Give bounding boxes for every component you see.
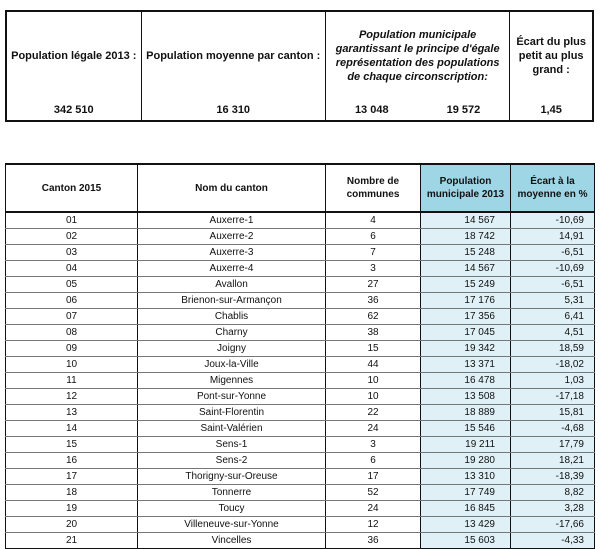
nom-cell: Charny xyxy=(138,325,326,341)
communes-cell: 24 xyxy=(326,501,421,517)
population-garantie-min: 13 048 xyxy=(354,104,389,116)
population-cell: 18 889 xyxy=(421,405,511,421)
canton-cell: 13 xyxy=(6,405,138,421)
population-cell: 15 249 xyxy=(421,277,511,293)
table-row xyxy=(6,229,595,245)
ecart-cell: 1,03 xyxy=(511,373,595,389)
ecart-cell: -17,66 xyxy=(511,517,595,533)
ecart-cell: -17,18 xyxy=(511,389,595,405)
population-cell: 19 211 xyxy=(421,437,511,453)
ecart-cell: 18,59 xyxy=(511,341,595,357)
summary-table xyxy=(5,10,594,122)
ecart-cell: 6,41 xyxy=(511,309,595,325)
communes-cell: 3 xyxy=(326,261,421,277)
population-cell: 17 749 xyxy=(421,485,511,501)
population-cell: 13 371 xyxy=(421,357,511,373)
population-cell: 13 429 xyxy=(421,517,511,533)
canton-cell: 17 xyxy=(6,469,138,485)
nom-cell: Thorigny-sur-Oreuse xyxy=(138,469,326,485)
ecart-label: Écart du plus petit au plus grand : xyxy=(516,36,586,76)
table-row xyxy=(6,293,595,309)
canton-cell: 21 xyxy=(6,533,138,549)
table-row xyxy=(6,245,595,261)
summary-population-moyenne xyxy=(142,12,326,120)
nom-cell: Saint-Florentin xyxy=(138,405,326,421)
table-row xyxy=(6,373,595,389)
table-row xyxy=(6,389,595,405)
nom-cell: Auxerre-1 xyxy=(138,212,326,229)
table-row xyxy=(6,277,595,293)
communes-cell: 3 xyxy=(326,437,421,453)
ecart-value: 1,45 xyxy=(540,104,562,116)
communes-cell: 36 xyxy=(326,533,421,549)
ecart-cell: 15,81 xyxy=(511,405,595,421)
canton-cell: 03 xyxy=(6,245,138,261)
communes-cell: 22 xyxy=(326,405,421,421)
table-row xyxy=(6,453,595,469)
canton-cell: 19 xyxy=(6,501,138,517)
ecart-cell: 17,79 xyxy=(511,437,595,453)
table-row xyxy=(6,421,595,437)
population-cell: 16 845 xyxy=(421,501,511,517)
table-row xyxy=(6,325,595,341)
canton-cell: 02 xyxy=(6,229,138,245)
population-legale-label: Population légale 2013 : xyxy=(11,50,137,62)
table-row xyxy=(6,341,595,357)
communes-cell: 62 xyxy=(326,309,421,325)
header-nom: Nom du canton xyxy=(138,164,326,212)
population-cell: 15 546 xyxy=(421,421,511,437)
ecart-cell: -10,69 xyxy=(511,261,595,277)
ecart-cell: -18,02 xyxy=(511,357,595,373)
canton-cell: 06 xyxy=(6,293,138,309)
communes-cell: 6 xyxy=(326,453,421,469)
population-cell: 19 342 xyxy=(421,341,511,357)
population-garantie-label: Population municipale garantissant le principe d'égale représentation des populations de chaque circonscription: xyxy=(335,29,500,83)
canton-cell: 15 xyxy=(6,437,138,453)
ecart-cell: -6,51 xyxy=(511,277,595,293)
canton-cell: 18 xyxy=(6,485,138,501)
ecart-cell: -10,69 xyxy=(511,212,595,229)
communes-cell: 7 xyxy=(326,245,421,261)
communes-cell: 6 xyxy=(326,229,421,245)
ecart-cell: -4,68 xyxy=(511,421,595,437)
table-header-row xyxy=(6,164,595,212)
population-cell: 17 045 xyxy=(421,325,511,341)
ecart-cell: -4,33 xyxy=(511,533,595,549)
canton-cell: 01 xyxy=(6,212,138,229)
nom-cell: Saint-Valérien xyxy=(138,421,326,437)
table-row xyxy=(6,469,595,485)
population-moyenne-value: 16 310 xyxy=(216,104,251,116)
table-row xyxy=(6,405,595,421)
population-garantie-max: 19 572 xyxy=(446,104,481,116)
table-row xyxy=(6,309,595,325)
communes-cell: 24 xyxy=(326,421,421,437)
canton-cell: 20 xyxy=(6,517,138,533)
ecart-cell: 3,28 xyxy=(511,501,595,517)
canton-cell: 16 xyxy=(6,453,138,469)
communes-cell: 10 xyxy=(326,389,421,405)
table-row xyxy=(6,261,595,277)
communes-cell: 10 xyxy=(326,373,421,389)
cantons-table xyxy=(5,163,595,549)
canton-cell: 04 xyxy=(6,261,138,277)
table-row xyxy=(6,501,595,517)
population-cell: 14 567 xyxy=(421,212,511,229)
table-row xyxy=(6,357,595,373)
summary-population-legale xyxy=(7,12,142,120)
header-population: Population municipale 2013 xyxy=(421,164,511,212)
canton-cell: 10 xyxy=(6,357,138,373)
nom-cell: Sens-1 xyxy=(138,437,326,453)
communes-cell: 15 xyxy=(326,341,421,357)
communes-cell: 44 xyxy=(326,357,421,373)
summary-ecart xyxy=(510,12,592,120)
communes-cell: 12 xyxy=(326,517,421,533)
nom-cell: Chablis xyxy=(138,309,326,325)
table-row xyxy=(6,533,595,549)
table-row xyxy=(6,485,595,501)
population-moyenne-label: Population moyenne par canton : xyxy=(146,50,321,62)
header-communes: Nombre de communes xyxy=(326,164,421,212)
table-row xyxy=(6,437,595,453)
ecart-cell: 8,82 xyxy=(511,485,595,501)
canton-cell: 05 xyxy=(6,277,138,293)
ecart-cell: -6,51 xyxy=(511,245,595,261)
nom-cell: Joigny xyxy=(138,341,326,357)
canton-cell: 14 xyxy=(6,421,138,437)
nom-cell: Sens-2 xyxy=(138,453,326,469)
canton-cell: 07 xyxy=(6,309,138,325)
population-cell: 16 478 xyxy=(421,373,511,389)
communes-cell: 36 xyxy=(326,293,421,309)
canton-cell: 11 xyxy=(6,373,138,389)
table-body xyxy=(6,212,595,549)
communes-cell: 4 xyxy=(326,212,421,229)
nom-cell: Joux-la-Ville xyxy=(138,357,326,373)
communes-cell: 27 xyxy=(326,277,421,293)
canton-cell: 08 xyxy=(6,325,138,341)
summary-population-garantie xyxy=(326,12,510,120)
nom-cell: Migennes xyxy=(138,373,326,389)
ecart-cell: 14,91 xyxy=(511,229,595,245)
communes-cell: 38 xyxy=(326,325,421,341)
nom-cell: Pont-sur-Yonne xyxy=(138,389,326,405)
population-cell: 13 508 xyxy=(421,389,511,405)
nom-cell: Avallon xyxy=(138,277,326,293)
table-row xyxy=(6,212,595,229)
nom-cell: Auxerre-2 xyxy=(138,229,326,245)
population-garantie-range xyxy=(326,100,509,120)
nom-cell: Tonnerre xyxy=(138,485,326,501)
header-ecart: Écart à la moyenne en % xyxy=(511,164,595,212)
population-cell: 14 567 xyxy=(421,261,511,277)
population-cell: 13 310 xyxy=(421,469,511,485)
nom-cell: Auxerre-4 xyxy=(138,261,326,277)
population-cell: 18 742 xyxy=(421,229,511,245)
ecart-cell: 18,21 xyxy=(511,453,595,469)
ecart-cell: 4,51 xyxy=(511,325,595,341)
nom-cell: Villeneuve-sur-Yonne xyxy=(138,517,326,533)
ecart-cell: 5,31 xyxy=(511,293,595,309)
canton-cell: 09 xyxy=(6,341,138,357)
canton-cell: 12 xyxy=(6,389,138,405)
ecart-cell: -18,39 xyxy=(511,469,595,485)
header-canton: Canton 2015 xyxy=(6,164,138,212)
nom-cell: Brienon-sur-Armançon xyxy=(138,293,326,309)
population-cell: 19 280 xyxy=(421,453,511,469)
communes-cell: 17 xyxy=(326,469,421,485)
communes-cell: 52 xyxy=(326,485,421,501)
population-cell: 15 248 xyxy=(421,245,511,261)
table-row xyxy=(6,517,595,533)
nom-cell: Vincelles xyxy=(138,533,326,549)
population-cell: 17 176 xyxy=(421,293,511,309)
population-cell: 17 356 xyxy=(421,309,511,325)
nom-cell: Toucy xyxy=(138,501,326,517)
nom-cell: Auxerre-3 xyxy=(138,245,326,261)
population-cell: 15 603 xyxy=(421,533,511,549)
population-legale-value: 342 510 xyxy=(53,104,94,116)
